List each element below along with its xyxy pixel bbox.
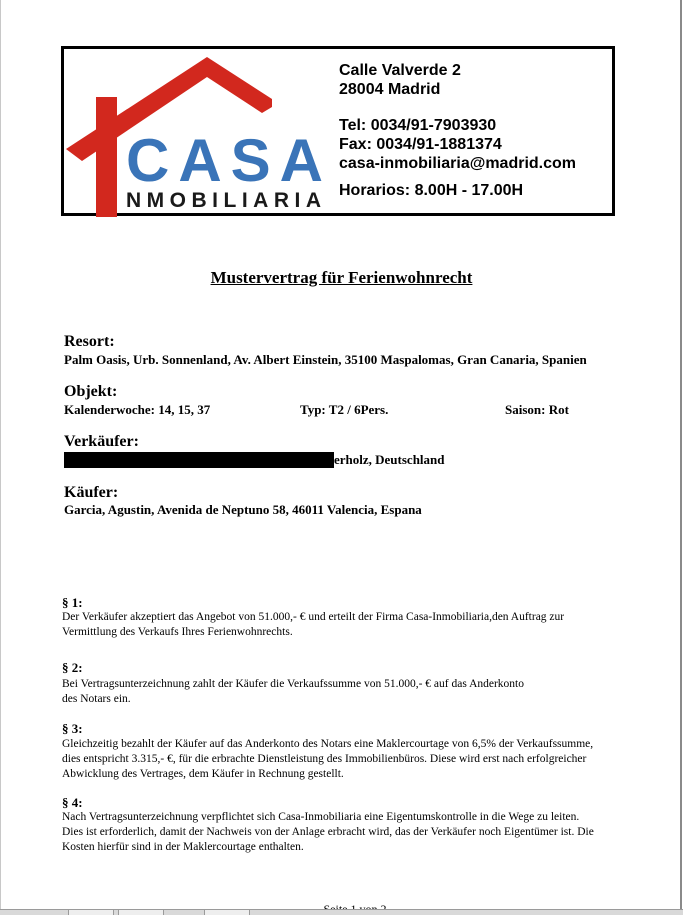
paragraph-line: des Notars ein. — [62, 693, 131, 705]
paragraph-line: dies entspricht 3.315,- €, für die erbrachte Dienstleistung des Immobilienbüros. Diese wird erst nach erfolgreicher — [62, 753, 587, 765]
email-line: casa-inmobiliaria@madrid.com — [339, 155, 577, 172]
paragraph-line: Abwicklung des Vertrages, dem Käufer in Rechnung gestellt. — [62, 768, 344, 780]
phone-line: Tel: 0034/91-7903930 — [339, 117, 497, 134]
fax-line: Fax: 0034/91-1881374 — [339, 136, 502, 153]
objekt-typ: Typ: T2 / 6Pers. — [300, 402, 389, 417]
spacer — [339, 99, 576, 116]
kaeufer-heading: Käufer: — [64, 484, 119, 501]
paragraph-heading: § 3: — [62, 721, 83, 736]
paragraph-line: Der Verkäufer akzeptiert das Angebot von 51.000,- € und erteilt der Firma Casa-Inmobiliaria,den Auftrag zur — [62, 611, 565, 623]
objekt-heading: Objekt: — [64, 383, 118, 400]
logo-chimney — [96, 97, 117, 217]
paragraph-line: Vermittlung des Verkaufs Ihres Ferienwohnrechts. — [62, 626, 293, 638]
paragraph-line: Dies ist erforderlich, damit der Nachweis von der Anlage erbracht wird, das der Verkäufer noch Eigentümer ist. Die — [62, 826, 594, 838]
logo-word-main: CASA — [126, 127, 333, 194]
letterhead — [61, 46, 615, 216]
objekt-kalenderwoche: Kalenderwoche: 14, 15, 37 — [64, 402, 211, 417]
paragraph-line: Kosten hierfür sind in der Maklercourtage enthalten. — [62, 841, 304, 853]
paragraph-body — [62, 810, 662, 855]
objekt-saison: Saison: Rot — [505, 402, 569, 417]
paragraph-heading: § 2: — [62, 660, 83, 675]
hours-line: Horarios: 8.00H - 17.00H — [339, 182, 524, 199]
paragraph-body — [62, 610, 662, 640]
viewer-tab[interactable] — [118, 910, 164, 915]
logo-word-sub: NMOBILIARIA — [126, 189, 327, 212]
paragraph-body — [62, 737, 662, 782]
paragraph-line: Bei Vertragsunterzeichnung zahlt der Käufer die Verkaufssumme von 51.000,- € auf das Anderkonto — [62, 678, 524, 690]
redaction-bar — [64, 452, 334, 468]
resort-text: Palm Oasis, Urb. Sonnenland, Av. Albert Einstein, 35100 Maspalomas, Gran Canaria, Spanien — [64, 352, 587, 367]
viewer-tab[interactable] — [204, 910, 250, 915]
paragraph-line: Gleichzeitig bezahlt der Käufer auf das Anderkonto des Notars eine Maklercourtage von 6,5% der Verkaufssumme, — [62, 738, 594, 750]
contact-block — [339, 61, 576, 200]
verkaeufer-heading: Verkäufer: — [64, 433, 139, 450]
verkaeufer-text: erholz, Deutschland — [334, 452, 445, 467]
paragraph-heading: § 1: — [62, 595, 83, 610]
document-title: Mustervertrag für Ferienwohnrecht — [210, 268, 473, 287]
paragraph-heading: § 4: — [62, 795, 83, 810]
kaeufer-text: Garcia, Agustin, Avenida de Neptuno 58, 46011 Valencia, Espana — [64, 502, 422, 517]
viewer-tab[interactable] — [68, 910, 114, 915]
resort-heading: Resort: — [64, 333, 115, 350]
paragraph-line: Nach Vertragsunterzeichnung verpflichtet sich Casa-Inmobiliaria eine Eigentumskontrolle in die Wege zu leiten. — [62, 811, 580, 823]
page-edge — [0, 0, 1, 914]
address-line: 28004 Madrid — [339, 81, 441, 98]
paragraph-body — [62, 677, 662, 707]
address-line: Calle Valverde 2 — [339, 62, 461, 79]
company-logo — [64, 49, 339, 219]
page-edge — [680, 0, 682, 914]
viewer-bottom-bar — [0, 909, 683, 915]
